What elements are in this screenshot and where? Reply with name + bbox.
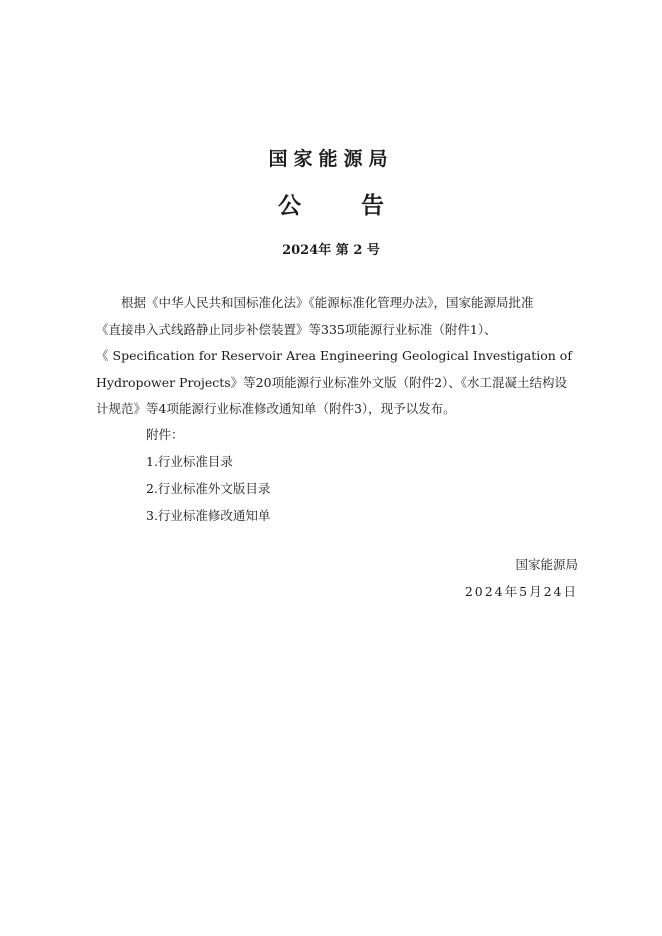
body-line-4: Hydropower Projects》等20项能源行业标准外文版（附件2）、《水工混凝土结构设 — [96, 374, 568, 390]
body-line-3-word: Area — [286, 348, 316, 363]
body-line-3-word: Specification — [112, 348, 195, 363]
attachment-item: 3.行业标准修改通知单 — [146, 508, 271, 523]
document-type-title: 公 告 — [277, 193, 410, 219]
body-line-3-word: Engineering — [319, 348, 399, 363]
body-line-1: 根据《中华人民共和国标准化法》《能源标准化管理办法》，国家能源局批准 — [121, 295, 534, 310]
body-line-3-word: of — [559, 348, 572, 363]
body-line-3-word: Investigation — [472, 348, 556, 363]
attachments-list — [146, 421, 270, 529]
body-line-3-word: Reservoir — [220, 348, 283, 363]
body-line-3-word: Geological — [402, 348, 469, 363]
document-number: 2024年 第 2 号 — [282, 243, 380, 258]
signature-issuer: 国家能源局 — [515, 557, 578, 572]
issuing-agency-title: 国家能源局 — [268, 148, 394, 170]
body-line-3-word: 《 — [96, 348, 109, 363]
body-line-5: 计规范》等4项能源行业标准修改通知单（附件3），现予以发布。 — [96, 401, 456, 416]
attachments-heading: 附件： — [146, 427, 184, 442]
body-line-2: 《直接串入式线路静止同步补偿装置》等335项能源行业标准（附件1）、 — [96, 321, 497, 337]
attachment-item: 2.行业标准外文版目录 — [146, 481, 271, 496]
body-line-3-word: for — [198, 348, 217, 363]
announcement-body — [96, 290, 574, 423]
attachment-item: 1.行业标准目录 — [146, 454, 233, 469]
signature-block — [465, 551, 578, 605]
signature-date: 2024年5月24日 — [464, 584, 578, 599]
body-line-3 — [96, 343, 574, 370]
